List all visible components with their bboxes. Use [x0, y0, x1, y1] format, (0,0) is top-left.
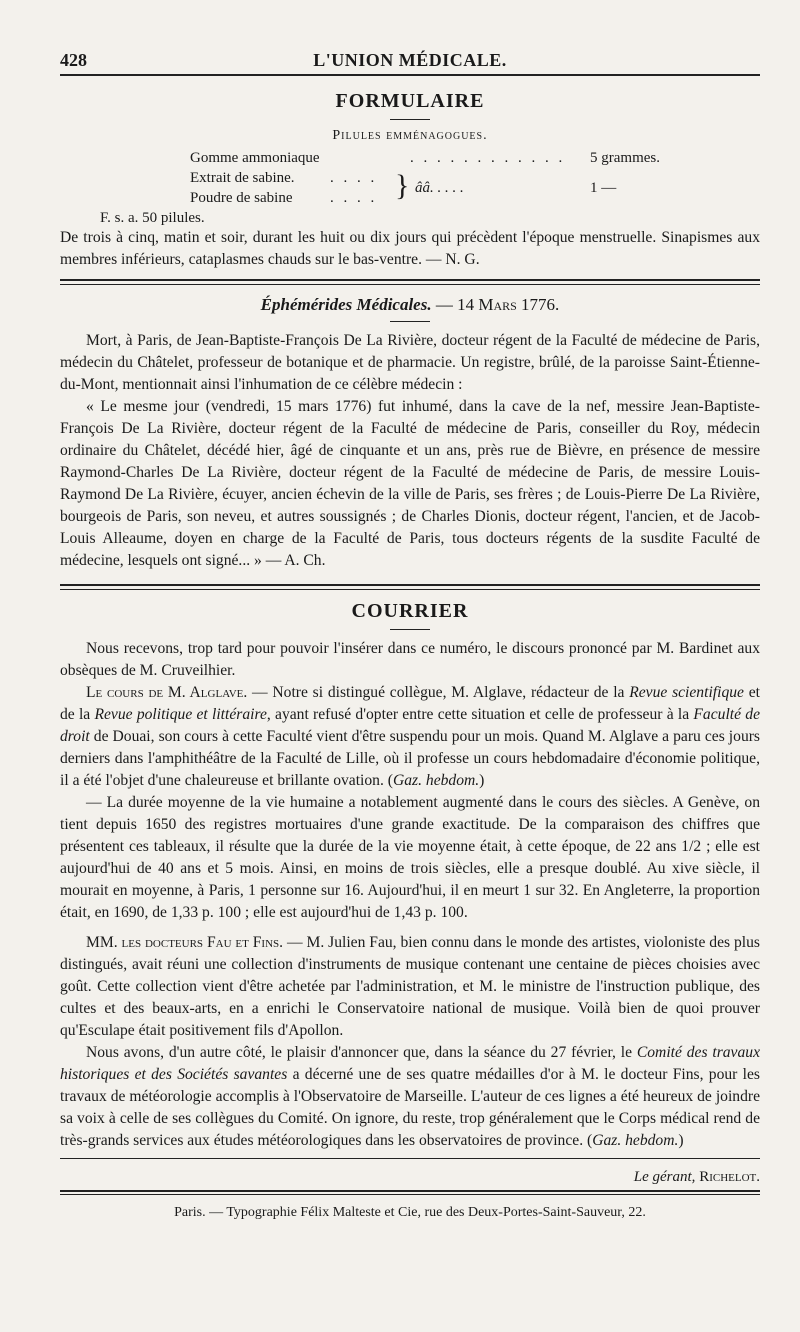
text-run: — M. Julien Fau, bien connu dans le monde des artistes, violoniste des plus distingués, avait réuni une collection d'instruments de musique contenant une centaine de pièces choisies avec goût. Cette collection vient d'être achetée par l'administration, et M. le ministre de l'instruction publique, des cultes et des beaux-arts, en a enrichi le Conservatoire national de musique. Voilà bien de quoi prouver qu'Esculape était positivement fils d'Apollon.	[60, 934, 760, 1039]
text-run: Nous avons, d'un autre côté, le plaisir d'annoncer que, dans la séance du 27 février, le	[86, 1044, 637, 1061]
text-run: et de la	[60, 684, 760, 723]
italic-run: Revue scientifique	[629, 684, 744, 701]
alglave-lead: Le cours de M. Alglave.	[86, 684, 248, 701]
small-divider	[390, 629, 430, 630]
ingredient-dots: . . . .	[330, 190, 378, 206]
ingredient-dots: . . . . . . . . . . . .	[410, 150, 566, 166]
ingredient-row	[190, 148, 710, 168]
text-run: de Douai, son cours à cette Faculté vient d'être suspendu pour un mois. Quand M. Alglave a paru ces jours derniers dans l'amphithéâtre de la Faculté de Lille, où il professe un cours hebdomadaire d'économie politique, il a été l'objet d'une chaleureuse et brillante ovation. (	[60, 728, 760, 789]
courrier-heading: COURRIER	[351, 600, 469, 622]
ingredient-qty: 5 grammes.	[590, 150, 660, 166]
formulaire-section	[60, 90, 760, 271]
fau-lead: MM. les docteurs Fau et Fins.	[86, 934, 284, 951]
section-divider	[60, 584, 760, 590]
text-run: — Notre si distingué collègue, M. Alglave, rédacteur de la	[247, 684, 630, 701]
ingredient-name: Gomme ammoniaque	[190, 150, 320, 166]
page-number: 428	[60, 50, 87, 70]
bottom-divider	[60, 1190, 760, 1195]
italic-run: Gaz. hebdom.	[392, 772, 480, 789]
printer-imprint: Paris. — Typographie Félix Malteste et Cie, rue des Deux-Portes-Saint-Sauveur, 22.	[174, 1205, 646, 1220]
text-run: a décerné une de ses quatre médailles d'or à M. le docteur Fins, pour les travaux de météorologie accomplis à l'Observatoire de Marseille. L'auteur de ces lignes a été heureux de joindre sa voix à celle de ses collègues du Comité. On ignore, du reste, trop généralement que le Corps médical rend de très-grands services aux études météorologiques dans les observatoires de province. (	[60, 1066, 760, 1149]
ephemerides-paragraph: Mort, à Paris, de Jean-Baptiste-François De La Rivière, docteur régent de la Faculté de médecine de Paris, médecin du Châtelet, professeur de botanique et de pharmacie. Un registre, brûlé, de la paroisse Saint-Étienne-du-Mont, mentionnait ainsi l'inhumation de ce célèbre médecin :	[60, 332, 760, 393]
text-run: , ayant refusé d'opter entre cette situation et celle de professeur à la	[266, 706, 694, 723]
gerant-signature	[60, 1169, 760, 1186]
ana-dosis: ââ. . . . .	[415, 180, 464, 196]
page-header	[60, 44, 760, 76]
courrier-paragraph-fau	[60, 932, 760, 1042]
ephemerides-title: Éphémérides Médicales.	[260, 295, 432, 314]
courrier-paragraph-alglave	[60, 682, 760, 792]
ephemerides-section	[60, 295, 760, 572]
small-divider	[390, 321, 430, 322]
small-divider	[390, 119, 430, 120]
ingredient-name: Poudre de sabine	[190, 190, 293, 206]
recipe-instructions: De trois à cinq, matin et soir, durant les huit ou dix jours qui précèdent l'époque menstruelle. Sinapismes aux membres inférieurs, cataplasmes chauds sur le bas-ventre. — N. G.	[60, 229, 760, 268]
ephemerides-quote: « Le mesme jour (vendredi, 15 mars 1776) fut inhumé, dans la cave de la nef, messire Jean-Baptiste-François De La Rivière, docteur régent de la Faculté de médecine de Paris, conseiller du Roy, médecin ordinaire du Châtelet, décédé hier, âgé de cinquante et un ans, près rue de Bièvre, en présence de messire Raymond-Charles De La Rivière, docteur régent de la Faculté de médecine de Paris, de messire Louis-Raymond De La Rivière, écuyer, ancien échevin de la ville de Paris, ses frères ; de Louis-Pierre De La Rivière, bourgeois de Paris, son neveu, et autres soussignés ; de Charles Dionis, docteur régent, l'ancien, et de Jacob-Louis Alleaume, doyen en charge de la Faculté de Paris, tous docteurs régents de la susdite Faculté de médecine, lesquels ont signé... » — A. Ch.	[60, 398, 760, 569]
italic-run: Gaz. hebdom.	[592, 1132, 679, 1149]
ephemerides-date: — 14 Mars 1776.	[435, 295, 560, 314]
italic-run: Faculté de droit	[60, 706, 761, 745]
journal-title: L'UNION MÉDICALE.	[313, 50, 507, 70]
ephemerides-heading	[60, 295, 760, 315]
courrier-paragraph-fins	[60, 1042, 760, 1152]
brace-symbol: }	[395, 169, 410, 202]
recipe-fs: F. s. a. 50 pilules.	[100, 210, 205, 226]
recipe-ingredients	[190, 148, 710, 208]
gerant-label: Le gérant,	[633, 1169, 696, 1185]
italic-run: Revue politique et littéraire	[94, 706, 267, 723]
ingredient-dots: . . . .	[330, 170, 378, 186]
footer-divider	[60, 1158, 760, 1159]
text-run: )	[479, 772, 485, 789]
italic-run: Comité des travaux historiques et des Sociétés savantes	[60, 1044, 760, 1083]
gerant-name: Richelot.	[699, 1169, 760, 1185]
text-run: )	[678, 1132, 684, 1149]
recipe-title: Pilules emménagogues.	[332, 128, 488, 143]
section-divider	[60, 279, 760, 285]
courrier-paragraph: Nous recevons, trop tard pour pouvoir l'insérer dans ce numéro, le discours prononcé par M. Bardinet aux obsèques de M. Cruveilhier.	[60, 640, 760, 679]
ana-quantity: 1 —	[590, 180, 617, 196]
courrier-section	[60, 600, 760, 1152]
ingredient-name: Extrait de sabine.	[190, 170, 295, 186]
courrier-paragraph-longevity: — La durée moyenne de la vie humaine a notablement augmenté dans le cours des siècles. A Genève, on tient depuis 1650 des registres mortuaires d'une grande exactitude. De la comparaison des chiffres que présentent ces tableaux, il résulte que la durée de la vie moyenne était, à cette époque, de 22 ans 1/2 ; elle est aujourd'hui de 40 ans et 5 mois. Ainsi, en moins de trois siècles, elle a presque doublé. Au xive siècle, il mourait en moyenne, à Paris, 1 personne sur 16. Aujourd'hui, il en meurt 1 sur 32. En Angleterre, la proportion était, en 1690, de 1,33 p. 100 ; elle est aujourd'hui de 1,43 p. 100.	[60, 794, 760, 921]
formulaire-heading: FORMULAIRE	[335, 90, 485, 112]
